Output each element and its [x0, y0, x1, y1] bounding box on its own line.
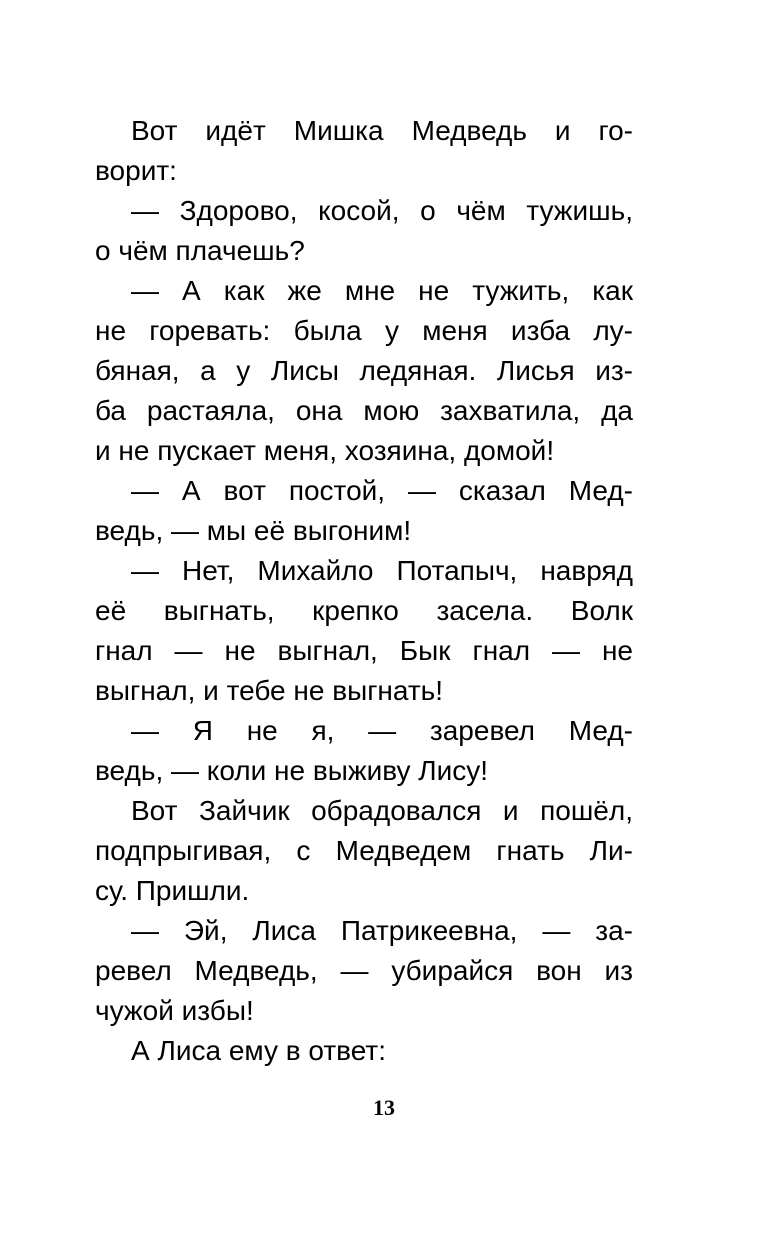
text-line: её выгнать, крепко засела. Волк [95, 595, 633, 626]
text-line: су. Пришли. [95, 875, 250, 906]
text-line: — А вот постой, — сказал Мед- [131, 475, 633, 506]
text-line: не горевать: была у меня изба лу- [95, 315, 633, 346]
text-line: бяная, а у Лисы ледяная. Лисья из- [95, 355, 633, 386]
text-line: гнал — не выгнал, Бык гнал — не [95, 635, 633, 666]
text-line: выгнал, и тебе не выгнать! [95, 675, 444, 706]
text-line: — Здорово, косой, о чём тужишь, [131, 195, 633, 226]
text-line: ба растаяла, она мою захватила, да [95, 395, 633, 426]
text-line: ведь, — коли не выживу Лису! [95, 755, 489, 786]
text-line: о чём плачешь? [95, 235, 305, 266]
body-text [95, 111, 633, 1071]
text-line: — Эй, Лиса Патрикеевна, — за- [131, 915, 633, 946]
text-line: чужой избы! [95, 995, 254, 1026]
page-number: 13 [373, 1095, 395, 1120]
text-line: — Я не я, — заревел Мед- [131, 715, 633, 746]
text-line: ведь, — мы её выгоним! [95, 515, 412, 546]
text-line: А Лиса ему в ответ: [131, 1035, 386, 1066]
text-line: — Нет, Михайло Потапыч, навряд [131, 555, 633, 586]
text-line: Вот Зайчик обрадовался и пошёл, [131, 795, 633, 826]
text-line: Вот идёт Мишка Медведь и го- [131, 115, 633, 146]
text-line: ворит: [95, 155, 177, 186]
text-line: — А как же мне не тужить, как [131, 275, 633, 306]
text-line: ревел Медведь, — убирайся вон из [95, 955, 633, 986]
text-line: подпрыгивая, с Медведем гнать Ли- [95, 835, 633, 866]
text-line: и не пускает меня, хозяина, домой! [95, 435, 555, 466]
